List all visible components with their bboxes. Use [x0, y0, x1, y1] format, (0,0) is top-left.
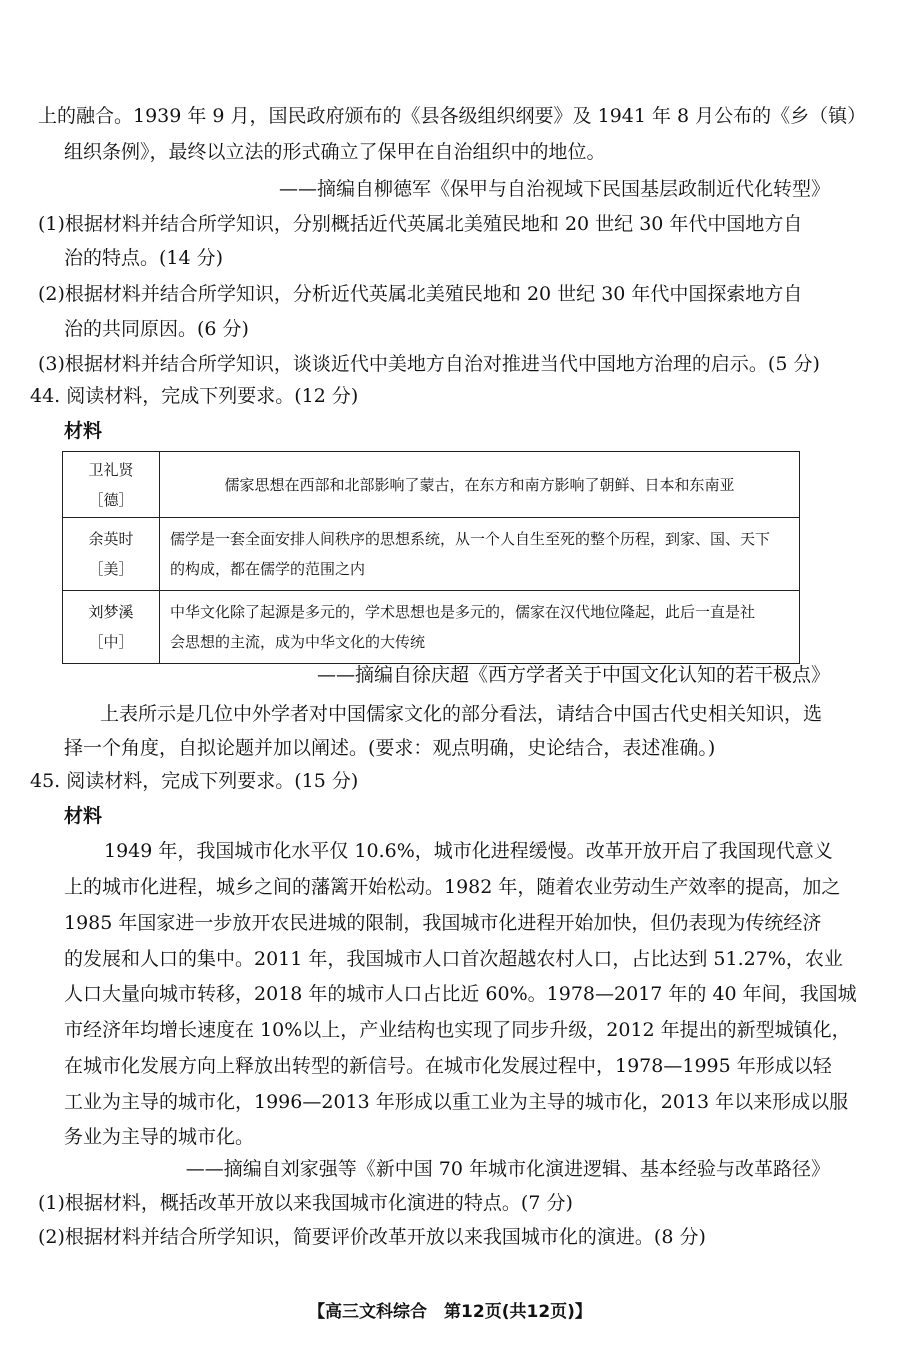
material-line: 人口大量向城市转移，2018 年的城市人口占比近 60%。1978—2017 年的 40 年间，我国城 [64, 983, 857, 1005]
scholar-cell [63, 591, 160, 664]
question-45-1: (1)根据材料，概括改革开放以来我国城市化演进的特点。(7 分) [38, 1192, 573, 1214]
view-cell [160, 452, 800, 518]
material-label: 材料 [64, 420, 103, 442]
view-cell [160, 591, 800, 664]
material-label: 材料 [64, 805, 103, 827]
question-43-2-cont: 治的共同原因。(6 分) [64, 318, 249, 340]
material-line: 上的城市化进程，城乡之间的藩篱开始松动。1982 年，随着农业劳动生产效率的提高，加之 [64, 876, 841, 898]
material-line: 市经济年均增长速度在 10%以上，产业结构也实现了同步升级，2012 年提出的新型城镇化， [64, 1019, 851, 1041]
question-45-2: (2)根据材料并结合所学知识，简要评价改革开放以来我国城市化的演进。(8 分) [38, 1226, 706, 1248]
question-43-1-cont: 治的特点。(14 分) [64, 247, 224, 269]
material-line: 1949 年，我国城市化水平仅 10.6%，城市化进程缓慢。改革开放开启了我国现代意义 [104, 840, 833, 862]
view-text: 儒学是一套全面安排人间秩序的思想系统，从一个人自生至死的整个历程，到家、国、天下 [170, 530, 771, 548]
material-line: 在城市化发展方向上释放出转型的新信号。在城市化发展过程中，1978—1995 年形成以轻 [64, 1055, 832, 1077]
question-43-2: (2)根据材料并结合所学知识，分析近代英属北美殖民地和 20 世纪 30 年代中国探索地方自 [38, 283, 803, 305]
source-citation: ——摘编自徐庆超《西方学者关于中国文化认知的若干极点》 [316, 664, 830, 686]
question-43-1: (1)根据材料并结合所学知识，分别概括近代英属北美殖民地和 20 世纪 30 年代中国地方自 [38, 213, 803, 235]
paragraph-line: 组织条例》，最终以立法的形式确立了保甲在自治组织中的地位。 [64, 141, 606, 163]
view-text: 儒家思想在西部和北部影响了蒙古，在东方和南方影响了朝鲜、日本和东南亚 [224, 475, 735, 494]
scholar-views-table [62, 451, 800, 664]
paragraph-line: 上的融合。1939 年 9 月，国民政府颁布的《县各级组织纲要》及 1941 年 8 月公布的《乡（镇） [38, 105, 867, 127]
view-text: 的构成，都在儒学的范围之内 [170, 560, 366, 578]
table-row [63, 591, 800, 664]
task-line: 择一个角度，自拟论题并加以阐述。(要求：观点明确，史论结合，表述准确。) [64, 737, 716, 759]
scholar-country: ［美］ [88, 560, 134, 578]
scholar-name: 余英时 [88, 530, 134, 548]
source-citation: ——摘编自柳德军《保甲与自治视域下民国基层政制近代化转型》 [278, 178, 830, 200]
scholar-country: ［德］ [88, 490, 134, 509]
page-footer: 【高三文科综合 第12页(共12页)】 [308, 1302, 592, 1322]
material-line: 1985 年国家进一步放开农民进城的限制，我国城市化进程开始加快，但仍表现为传统经济 [64, 912, 822, 934]
scholar-name: 刘梦溪 [88, 603, 134, 621]
table-row [63, 452, 800, 518]
table-row [63, 518, 800, 591]
view-text: 会思想的主流，成为中华文化的大传统 [170, 633, 426, 651]
scholar-cell [63, 518, 160, 591]
task-line: 上表所示是几位中外学者对中国儒家文化的部分看法，请结合中国古代史相关知识，选 [100, 703, 823, 725]
scholar-name: 卫礼贤 [88, 460, 134, 479]
material-line: 的发展和人口的集中。2011 年，我国城市人口首次超越农村人口，占比达到 51.27%，农业 [64, 948, 843, 970]
view-text: 中华文化除了起源是多元的，学术思想也是多元的，儒家在汉代地位隆起，此后一直是社 [170, 603, 756, 621]
scholar-country: ［中］ [88, 633, 134, 651]
view-cell [160, 518, 800, 591]
scholar-cell [63, 452, 160, 518]
question-43-3: (3)根据材料并结合所学知识，谈谈近代中美地方自治对推进当代中国地方治理的启示。(5 分) [38, 353, 820, 375]
question-44-header: 44. 阅读材料，完成下列要求。(12 分) [30, 385, 359, 407]
material-line: 务业为主导的城市化。 [64, 1126, 255, 1148]
material-line: 工业为主导的城市化，1996—2013 年形成以重工业为主导的城市化，2013 年以来形成以服 [64, 1091, 849, 1113]
source-citation: ——摘编自刘家强等《新中国 70 年城市化演进逻辑、基本经验与改革路径》 [185, 1158, 830, 1180]
question-45-header: 45. 阅读材料，完成下列要求。(15 分) [30, 770, 359, 792]
